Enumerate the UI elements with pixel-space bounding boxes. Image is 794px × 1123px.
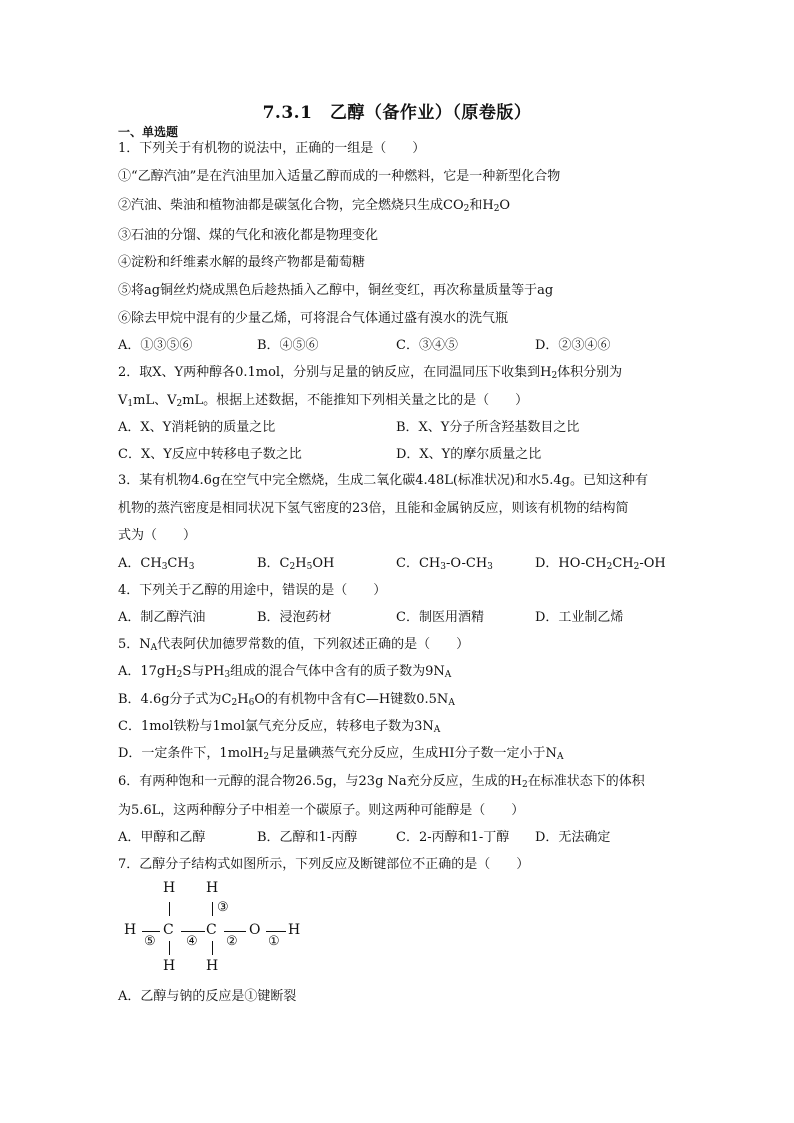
bond-c2-o (224, 931, 246, 932)
atom-o: O (249, 922, 261, 938)
q4-option-d: D．工业制乙烯 (535, 610, 624, 625)
bond-h-c1 (142, 931, 160, 932)
bond-o-h (266, 931, 286, 932)
q1-item-5: ⑤将ag铜丝灼烧成黑色后趁热插入乙醇中，铜丝变红，再次称量质量等于ag (118, 283, 554, 298)
q1-option-b: B．④⑤⑥ (257, 338, 319, 353)
q1-item-1: ①“乙醇汽油”是在汽油里加入适量乙醇而成的一种燃料，它是一种新型化合物 (118, 169, 561, 184)
bond-c2-h-top (212, 902, 213, 916)
q4-option-a: A．制乙醇汽油 (118, 610, 206, 625)
q2-line-2: $V_1mL$、$V_2mL$。根据上述数据，不能推知下列相关量之比的是（ ） (118, 393, 529, 409)
atom-c1: C (163, 922, 174, 938)
ethanol-structural-formula (118, 878, 318, 978)
q1-option-d: D．②③④⑥ (535, 338, 611, 353)
q1-option-a: A．①③⑤⑥ (118, 338, 193, 353)
q7-stem: 7．乙醇分子结构式如图所示，下列反应及断键部位不正确的是（ ） (118, 857, 530, 872)
q7-option-a: A．乙醇与钠的反应是①键断裂 (118, 989, 297, 1004)
q1-item-3: ③石油的分馏、煤的气化和液化都是物理变化 (118, 228, 379, 243)
q4-option-b: B．浸泡药材 (257, 610, 332, 625)
bond-label-3: ③ (217, 900, 229, 915)
q3-option-a: A．$CH_3CH_3$ (118, 556, 195, 572)
q1-item-4: ④淀粉和纤维素水解的最终产物都是葡萄糖 (118, 255, 366, 270)
atom-c2: C (206, 922, 217, 938)
bond-c1-h-bottom (169, 941, 170, 955)
q5-option-c: C．1mol铁粉与1mol氯气充分反应，转移电子数为$3N_A$ (118, 719, 441, 735)
atom-h-top-2: H (206, 880, 219, 896)
atom-h-left: H (124, 922, 137, 938)
q3-option-d: D．$HO-CH_2CH_2-OH$ (535, 556, 666, 572)
bond-label-2: ② (226, 934, 238, 949)
q6-option-d: D．无法确定 (535, 830, 611, 845)
section-heading: 一、单选题 (118, 125, 179, 139)
q2-option-c: C．X、Y反应中转移电子数之比 (118, 447, 302, 462)
q2-option-b: B．X、Y分子所含羟基数目之比 (396, 420, 580, 435)
q6-line-1: 6．有两种饱和一元醇的混合物26.5g，与23g Na充分反应，生成的$H_2$在标准状态下的体积 (118, 774, 645, 790)
atom-h-right: H (288, 922, 301, 938)
q3-line-2: 机物的蒸汽密度是相同状况下氢气密度的23倍，且能和金属钠反应，则该有机物的结构简 (118, 501, 629, 516)
q1-item-2: ②汽油、柴油和植物油都是碳氢化合物，完全燃烧只生成$CO_2$和$H_2O$ (118, 198, 511, 214)
q1-option-c: C．③④⑤ (396, 338, 458, 353)
q6-option-b: B．乙醇和1-丙醇 (257, 830, 358, 845)
bond-c1-c2 (181, 931, 205, 932)
q1-item-6: ⑥除去甲烷中混有的少量乙烯，可将混合气体通过盛有溴水的洗气瓶 (118, 311, 509, 326)
q3-line-3: 式为（ ） (118, 528, 197, 543)
q5-option-a: A．$17gH_2S$与$PH_3$组成的混合气体中含有的质子数为$9N_A$ (118, 664, 452, 680)
bond-label-4: ④ (186, 934, 198, 949)
atom-h-top-1: H (163, 880, 176, 896)
q5-stem: 5．$N_A$代表阿伏加德罗常数的值，下列叙述正确的是（ ） (118, 637, 470, 653)
q3-line-1: 3．某有机物4.6g在空气中完全燃烧，生成二氧化碳4.48L(标准状况)和水5.4g。已知这种有 (118, 473, 648, 488)
q1-stem: 1．下列关于有机物的说法中，正确的一组是（ ） (118, 141, 426, 156)
atom-h-bottom-1: H (163, 958, 176, 974)
q4-option-c: C．制医用酒精 (396, 610, 484, 625)
bond-label-1: ① (268, 934, 280, 949)
q3-option-b: B．$C_2H_5OH$ (257, 556, 335, 572)
q2-option-a: A．X、Y消耗钠的质量之比 (118, 420, 276, 435)
atom-h-bottom-2: H (206, 958, 219, 974)
bond-c2-h-bottom (212, 941, 213, 955)
q6-option-c: C．2-丙醇和1-丁醇 (396, 830, 510, 845)
q6-line-2: 为5.6L，这两种醇分子中相差一个碳原子。则这两种可能醇是（ ） (118, 803, 525, 818)
q5-option-d: D．一定条件下，1molH$_2$与足量碘蒸气充分反应，生成HI分子数一定小于$N_A$ (118, 746, 564, 762)
q2-line-1: 2．取X、Y两种醇各0.1mol，分别与足量的钠反应，在同温同压下收集到$H_2$体积分别为 (118, 365, 623, 381)
bond-label-5: ⑤ (144, 934, 156, 949)
q4-stem: 4．下列关于乙醇的用途中，错误的是（ ） (118, 583, 387, 598)
q5-option-b: B．4.6g分子式为$C_2H_6O$的有机物中含有C—H键数$0.5N_A$ (118, 692, 455, 708)
q6-option-a: A．甲醇和乙醇 (118, 830, 206, 845)
page-title: 7.3.1 乙醇（备作业）（原卷版） (262, 103, 532, 123)
q3-option-c: C．$CH_3-O-CH_3$ (396, 556, 493, 572)
bond-c1-h-top (169, 902, 170, 916)
q2-option-d: D．X、Y的摩尔质量之比 (396, 447, 542, 462)
